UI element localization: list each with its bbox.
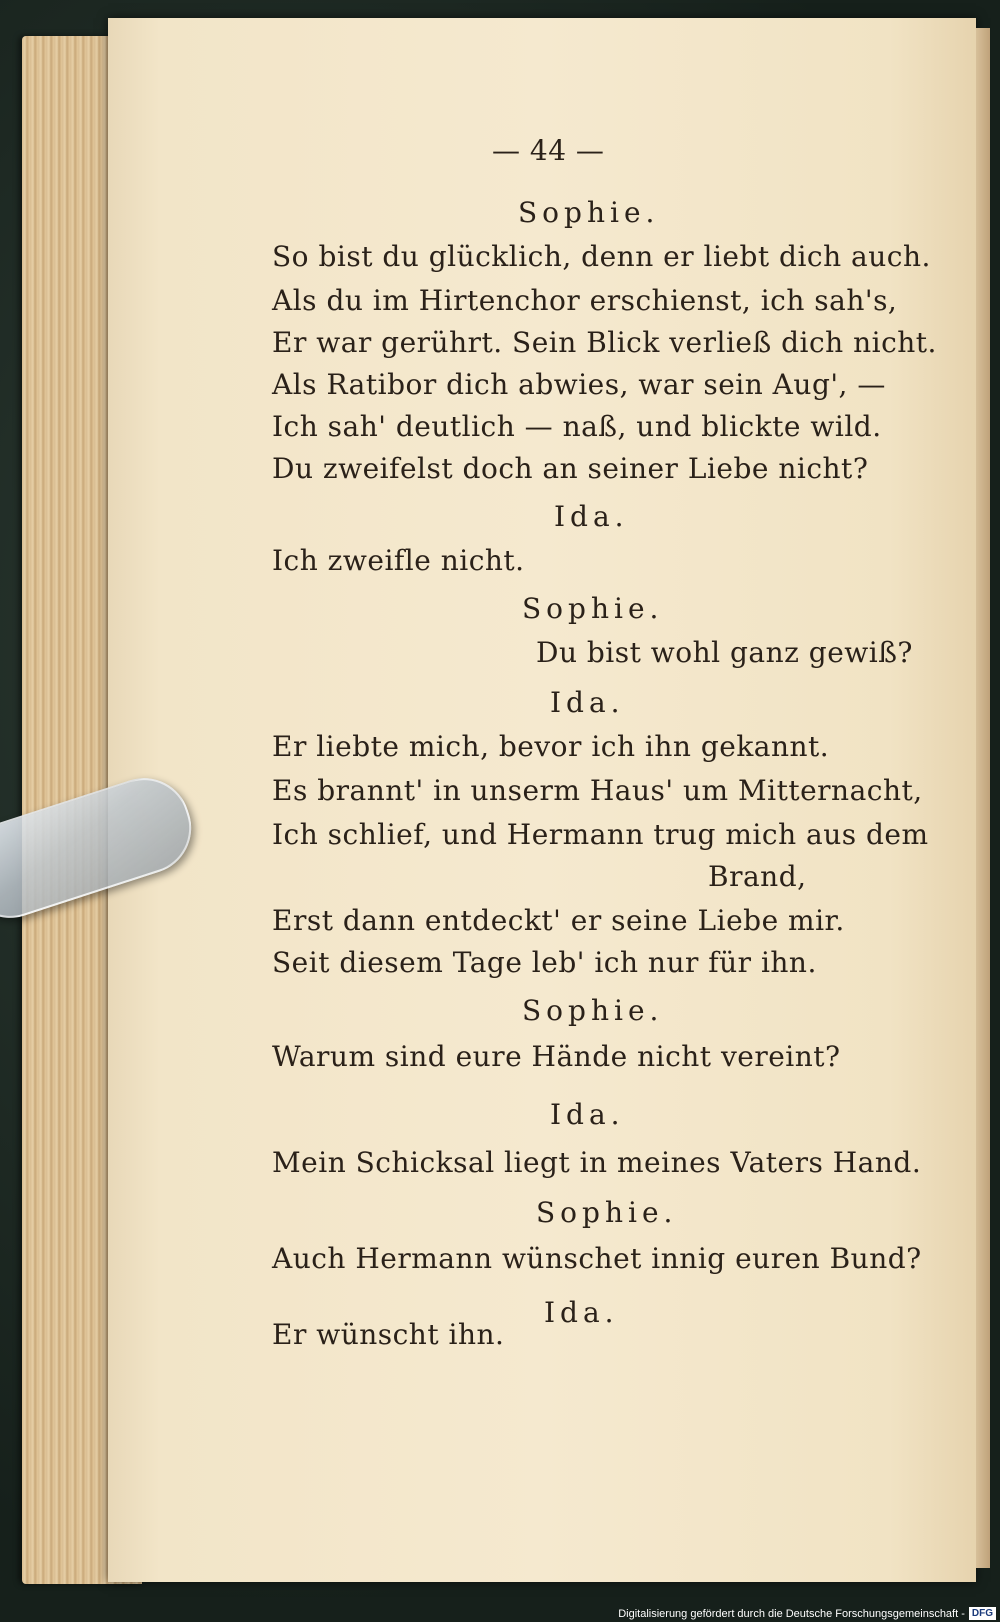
verse-line: Erst dann entdeckt' er seine Liebe mir. [272,904,845,937]
speaker-name: Sophie. [518,196,660,229]
verse-line: Auch Hermann wünschet innig euren Bund? [272,1242,922,1275]
speaker-name: Ida. [544,1296,619,1329]
dfg-logo: DFG [969,1607,996,1620]
footer-credit [618,1607,996,1620]
verse-line: Mein Schicksal liegt in meines Vaters Hand. [272,1146,922,1179]
speaker-name: Sophie. [522,994,664,1027]
verse-line: Es brannt' in unserm Haus' um Mitternacht, [272,774,923,807]
speaker-name: Ida. [550,1098,625,1131]
verse-line: Er wünscht ihn. [272,1318,505,1351]
verse-line: Seit diesem Tage leb' ich nur für ihn. [272,946,817,979]
verse-line: Er liebte mich, bevor ich ihn gekannt. [272,730,830,763]
verse-line: So bist du glücklich, denn er liebt dich auch. [272,240,931,273]
speaker-name: Sophie. [536,1196,678,1229]
verse-line: Ich zweifle nicht. [272,544,525,577]
verse-line: Als Ratibor dich abwies, war sein Aug', — [272,368,886,401]
verse-line: Er war gerührt. Sein Blick verließ dich nicht. [272,326,937,359]
footer-credit-text: Digitalisierung gefördert durch die Deutsche Forschungsgemeinschaft - [618,1607,965,1620]
verse-line: Ich schlief, und Hermann trug mich aus dem [272,818,929,851]
verse-line: Du bist wohl ganz gewiß? [536,636,913,669]
speaker-name: Sophie. [522,592,664,625]
verse-line: Als du im Hirtenchor erschienst, ich sah's, [272,284,898,317]
verse-line: Brand, [708,860,807,893]
verse-line: Warum sind eure Hände nicht vereint? [272,1040,841,1073]
speaker-name: Ida. [550,686,625,719]
verse-line: Ich sah' deutlich — naß, und blickte wild. [272,410,882,443]
speaker-name: Ida. [554,500,629,533]
page-number: — 44 — [492,134,605,167]
verse-line: Du zweifelst doch an seiner Liebe nicht? [272,452,869,485]
